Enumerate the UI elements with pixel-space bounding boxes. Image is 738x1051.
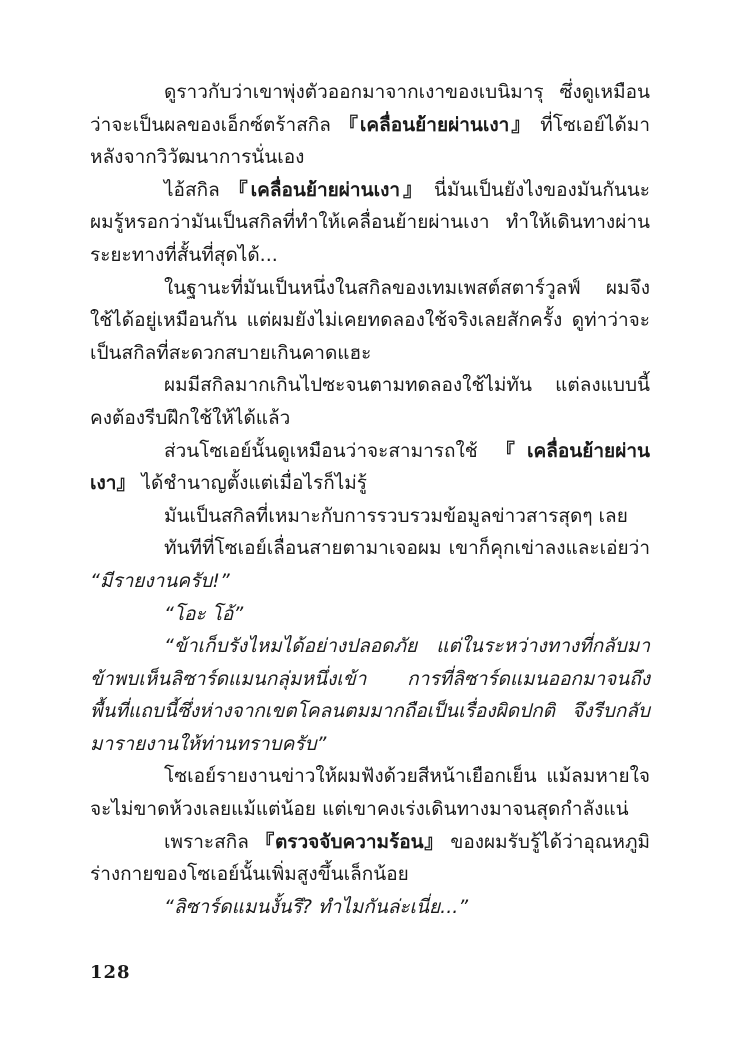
narration-text: นี่มันเป็นยังไงของมันกันนะ ผมรู้หรอกว่ามันเป็นสกิลที่ทำให้เคลื่อนย้ายผ่านเงา ทำให้เดินทางผ่านระยะทางที่สั้นที่สุดได้...: [90, 178, 651, 266]
skill-name: 『เคลื่อนย้ายผ่านเงา』: [90, 439, 650, 495]
narration-text: ผมมีสกิลมากเกินไปซะจนตามทดลองใช้ไม่ทัน แต่ลงแบบนี้คงต้องรีบฝึกใช้ให้ได้แล้ว: [90, 374, 650, 429]
body-text: [90, 76, 650, 923]
dialogue-text: “มีรายงานครับ!”: [90, 569, 230, 592]
narration-text: ในฐานะที่มันเป็นหนึ่งในสกิลของเทมเพสต์สตาร์วูลฟ์ ผมจึงใช้ได้อยู่เหมือนกัน แต่ผมยังไม่เคยทดลองใช้จริงเลยสักครั้ง ดูท่าว่าจะเป็นสกิลที่สะดวกสบายเกินคาดแฮะ: [90, 276, 650, 364]
paragraph: [90, 630, 650, 760]
paragraph: [90, 760, 650, 825]
paragraph: [90, 435, 650, 500]
paragraph: [90, 369, 650, 434]
paragraph: [90, 891, 650, 924]
narration-text: โซเอย์รายงานข่าวให้ผมฟังด้วยสีหน้าเยือกเย็น แม้ลมหายใจจะไม่ขาดห้วงเลยแม้แต่น้อย แต่เขาคงเร่งเดินทางมาจนสุดกำลังแน่: [90, 765, 650, 821]
skill-name: 『เคลื่อนย้ายผ่านเงา』: [338, 113, 533, 136]
dialogue-text: “ข้าเก็บรังไหมได้อย่างปลอดภัย แต่ในระหว่างทางที่กลับมาข้าพบเห็นลิซาร์ดแมนกลุ่มหนึ่งเข้า การที่ลิซาร์ดแมนออกมาจนถึงพื้นที่แถบนี้ซึ่งห่างจากเขตโคลนตมมากถือเป็นเรื่องผิดปกติ จึงรีบกลับมารายงานให้ท่านทราบครับ”: [90, 635, 650, 755]
dialogue-text: “ลิซาร์ดแมนงั้นรึ? ทำไมกันล่ะเนี่ย...”: [164, 895, 469, 918]
narration-text: ดูราวกับว่าเขาพุ่งตัวออกมาจากเงาของเบนิมารุ ซึ่งดูเหมือนว่าจะเป็นผลของเอ็กซ์ตร้าสกิล: [90, 81, 650, 136]
paragraph: [90, 532, 650, 597]
narration-text: ได้ชำนาญตั้งแต่เมื่อไรก็ไม่รู้: [135, 472, 367, 495]
narration-text: ของผมรับรู้ได้ว่าอุณหภูมิร่างกายของโซเอย์นั้นเพิ่มสูงขึ้นเล็กน้อย: [90, 830, 650, 886]
narration-text: ทันทีที่โซเอย์เลื่อนสายตามาเจอผม เขาก็คุกเข่าลงและเอ่ยว่า: [164, 537, 650, 560]
skill-name: 『เคลื่อนย้ายผ่านเงา』: [228, 178, 425, 201]
paragraph: [90, 500, 650, 533]
narration-text: ที่โซเอย์ได้มาหลังจากวิวัฒนาการนั่นเอง: [90, 113, 650, 169]
narration-text: ไอ้สกิล: [164, 178, 229, 201]
paragraph: [90, 272, 650, 370]
narration-text: ส่วนโซเอย์นั้นดูเหมือนว่าจะสามารถใช้: [164, 439, 496, 462]
skill-name: 『ตรวจจับความร้อน』: [255, 830, 444, 853]
paragraph: [90, 174, 650, 272]
narration-text: เพราะสกิล: [164, 830, 256, 853]
paragraph: [90, 826, 650, 891]
paragraph: [90, 76, 650, 174]
narration-text: มันเป็นสกิลที่เหมาะกับการรวบรวมข้อมูลข่าวสารสุดๆ เลย: [164, 504, 628, 527]
paragraph: [90, 598, 650, 631]
dialogue-text: “โอะ โอ้”: [164, 602, 244, 625]
page-number: 128: [90, 962, 131, 983]
